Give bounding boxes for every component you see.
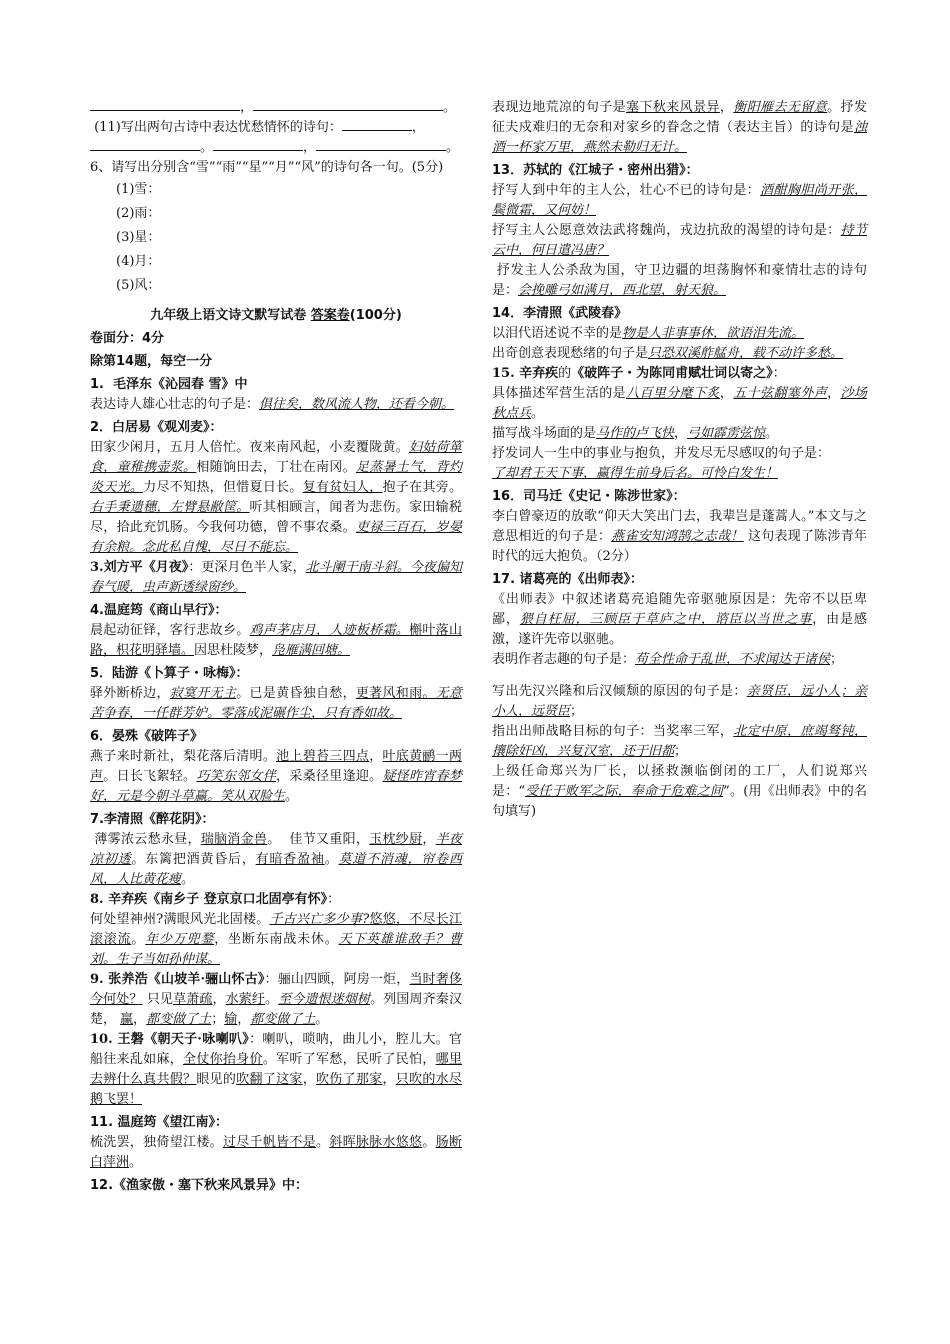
right-block-15: 17. 诸葛亮的《出师表》： (492, 572, 644, 587)
right-block-11: 抒发词人一生中的事业与抱负，并发尽无尽感叹的句子是： (492, 446, 831, 461)
left-block-27: 9. 张养浩《山坡羊·骊山怀古》：骊山四顾，阿房一炬，当时奢侈今何处？ 只见草萧疏，水萦纡。至今遗恨迷烟树。列国周齐秦汉楚， 赢，都变做了土；输，都变做了土。 (90, 972, 462, 1027)
left-block-15: 田家少闲月，五月人倍忙。夜来南风起，小麦覆陇黄。妇姑荷箪食，童稚携壶浆。相随饷田去，丁壮在南冈。足蒸暑土气，背灼炎天光。力尽不知热，但惜夏日长。复有贫妇人，抱子在其旁。右手秉遗穗，左臂悬敝筐。听其相顾言，闻者为悲伤。家田输税尽，拾此充饥肠。今我何功德，曾不事农桑。吏禄三百石，岁晏有余粮。念此私自愧，尽日不能忘。 (90, 440, 462, 555)
right-block-1: 13．苏轼的《江城子・密州出猎》： (492, 163, 699, 178)
left-block-22: 燕子来时新社，梨花落后清明。池上碧苔三四点，叶底黄鹂一两声。日长飞絮轻。巧笑东邻女伴，采桑径里逢迎。疑怪昨宵春梦好，元是今朝斗草赢。笑从双脸生。 (90, 749, 462, 804)
right-block-0: 表现边地荒凉的句子是塞下秋来风景异，衡阳雁去无留意。抒发征夫戍难归的无奈和对家乡的眷念之情（表达主旨）的诗句是浊酒一杯家万里，燕然未勒归无计。 (492, 100, 867, 155)
right-block-9: 具体描述军营生活的是八百里分麾下炙，五十弦翻塞外声，沙场秋点兵。 (492, 386, 867, 421)
right-block-6: 以泪代语述说不幸的是物是人非事事休，欲语泪先流。 (492, 326, 805, 341)
right-block-17: 表明作者志趣的句子是：苟全性命于乱世，不求闻达于诸侯； (492, 652, 844, 667)
left-block-4: (1)雪： (116, 182, 161, 197)
left-block-24: 薄雾浓云愁永昼，瑞脑消金兽。 佳节又重阳，玉枕纱厨，半夜凉初透。东篱把酒黄昏后，有暗香盈袖。莫道不消魂，帘卷西风，人比黄花瘦。 (90, 832, 462, 887)
right-block-14: 李白曾豪迈的放歌“仰天大笑出门去，我辈岂是蓬蒿人。”本文与之意思相近的句子是：燕雀安知鸿鹄之志哉！ 这句表现了陈涉青年时代的远大抱负。（2分） (492, 509, 867, 564)
left-block-23: 7.李清照《醉花阴》： (90, 812, 215, 827)
right-block-10: 描写战斗场面的是马作的卢飞快，弓如霹雳弦惊。 (492, 426, 779, 441)
left-column (90, 98, 462, 1196)
left-block-9: 九年级上语文诗文默写试卷 答案卷(100分) (150, 308, 402, 323)
right-block-3: 抒写主人公愿意效法武将魏尚，戎边抗敌的渴望的诗句是：持节云中，何日遣冯唐？ (492, 223, 867, 258)
right-block-4: 抒发主人公杀敌为国，守卫边疆的坦荡胸怀和豪情壮志的诗句是：会挽雕弓如满月，西北望，射天狼。 (492, 263, 867, 298)
left-block-10: 卷面分：4分 (90, 331, 165, 346)
left-block-25: 8. 辛弃疾《南乡子 登京京口北固亭有怀》： (90, 892, 341, 907)
right-block-16: 《出师表》中叙述诸葛亮追随先帝驱驰原因是：先帝不以臣卑鄙，猥自枉屈，三顾臣于草庐之中，谘臣以当世之事，由是感激，遂许先帝以驱驰。 (492, 592, 867, 647)
right-block-5: 14．李清照《武陵春》 (492, 306, 628, 321)
right-block-7: 出奇创意表现愁绪的句子是只恐双溪舴艋舟，载不动许多愁。 (492, 346, 844, 361)
left-block-13: 表达诗人雄心壮志的句子是：俱往矣，数风流人物，还看今朝。 (90, 397, 455, 412)
right-block-21: 上级任命郑兴为厂长，以拯救濒临倒闭的工厂，人们说郑兴是：“受任于败军之际，奉命于危难之间”。(用《出师表》中的名句填写) (492, 764, 868, 819)
right-block-20: 指出出师战略目标的句子：当奖率三军，北定中原，庶竭驽钝，攘除奸凶，兴复汉室，还于旧都； (492, 724, 867, 759)
left-block-21: 6．晏殊《破阵子》 (90, 729, 204, 744)
right-block-12: 了却君王天下事，赢得生前身后名。可怜白发生！ (492, 466, 779, 481)
left-block-14: 2．白居易《观刈麦》： (90, 420, 223, 435)
left-block-5: (2)雨： (116, 206, 161, 221)
left-block-12: 1. 毛泽东《沁园春 雪》中 (90, 377, 248, 392)
left-block-17: 4.温庭筠《商山早行》： (90, 603, 228, 618)
left-block-8: (5)风： (116, 278, 161, 293)
left-block-30: 梳洗罢，独倚望江楼。过尽千帆皆不是。斜晖脉脉水悠悠。肠断白萍洲。 (90, 1135, 462, 1170)
left-block-19: 5．陆游《卜算子・咏梅》： (90, 666, 249, 681)
right-block-2: 抒写人到中年的主人公，壮心不已的诗句是：酒酣胸胆尚开张，鬓微霜，又何妨！ (492, 183, 867, 218)
left-block-2: 。 ， 。 (90, 138, 462, 158)
right-column (492, 98, 867, 822)
left-block-11: 除第14题，每空一分 (90, 354, 213, 369)
right-block-18 (492, 670, 867, 682)
left-block-28: 10. 王磐《朝天子·咏喇叭》：喇叭，唢呐，曲儿小，腔儿大。官船往来乱如麻，全仗你抬身价。军听了军愁，民听了民怕，哪里去辨什么真共假？眼见的吹翻了这家，吹伤了那家，只吹的水尽鹅飞罢！ (90, 1032, 462, 1107)
left-block-16: 3.刘方平《月夜》：更深月色半人家，北斗阑干南斗斜。今夜偏知春气暖，虫声新透绿窗纱。 (90, 560, 462, 595)
left-block-26: 何处望神州?满眼风光北固楼。千古兴亡多少事?悠悠，不尽长江滚滚流。年少万兜鍪，坐断东南战未休。天下英雄谁敌手？曹刘。生子当如孙仲谋。 (90, 912, 462, 967)
right-block-8: 15. 辛弃疾的《破阵子・为陈同甫赋壮词以寄之》： (492, 366, 786, 381)
left-block-31: 12.《渔家傲・塞下秋来风景异》中： (90, 1178, 309, 1193)
left-block-1: (11)写出两句古诗中表达忧愁情怀的诗句： ， (90, 120, 425, 135)
left-block-0: ， 。 (90, 98, 462, 118)
left-block-7: (4)月： (116, 254, 161, 269)
left-block-20: 驿外断桥边，寂寞开无主。已是黄昏独自愁，更著风和雨。无意苦争春，一任群芳妒。零落成泥碾作尘，只有香如故。 (90, 686, 462, 721)
right-block-13: 16．司马迁《史记・陈涉世家》： (492, 489, 686, 504)
left-block-3: 6、请写出分别含“雪”“雨”“星”“月”“风”的诗句各一句。(5分) (90, 160, 444, 175)
left-block-18: 晨起动征铎，客行悲故乡。鸡声茅店月，人迹板桥霜。槲叶落山路，枳花明驿墙。因思杜陵梦，凫雁满回塘。 (90, 623, 462, 658)
right-block-19: 写出先汉兴隆和后汉倾颓的原因的句子是：亲贤臣，远小人；亲小人，远贤臣； (492, 684, 867, 719)
left-block-29: 11. 温庭筠《望江南》： (90, 1115, 229, 1130)
left-block-6: (3)星： (116, 230, 161, 245)
